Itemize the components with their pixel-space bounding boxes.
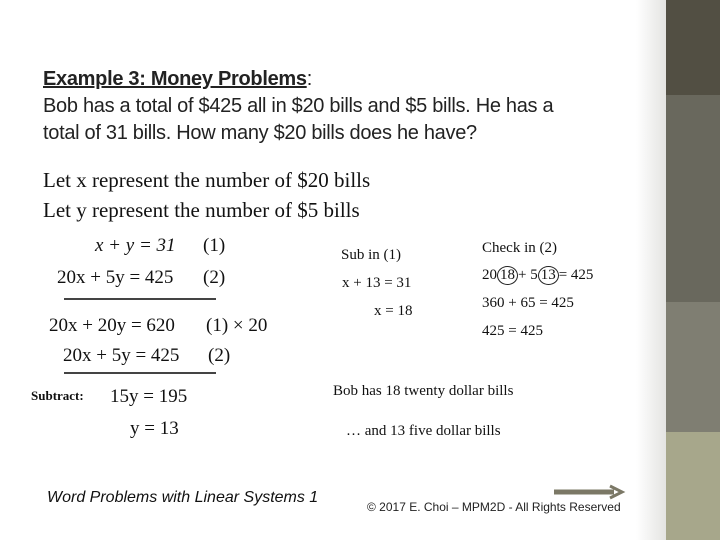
sub-line-2: x = 18 — [374, 303, 413, 319]
check-title: Check in (2) — [482, 240, 557, 256]
sub-line-1: x + 13 = 31 — [342, 275, 412, 291]
check-value-y: 13 — [538, 266, 559, 285]
sidebar-band — [666, 432, 720, 540]
check-line-3: 425 = 425 — [482, 323, 543, 339]
check-line-2: 360 + 65 = 425 — [482, 295, 574, 311]
answer-line-1: Bob has 18 twenty dollar bills — [333, 383, 514, 399]
equation-4-tag: (2) — [208, 345, 231, 366]
sub-title: Sub in (1) — [341, 247, 401, 263]
let-x-definition: Let x represent the number of $20 bills — [43, 168, 371, 192]
sidebar-shadow — [636, 0, 666, 540]
separator-line — [64, 298, 216, 300]
equation-2-tag: (2) — [203, 267, 226, 288]
sidebar-band — [666, 95, 720, 302]
problem-line-1: Bob has a total of $425 all in $20 bills and $5 bills. He has a — [43, 95, 554, 117]
example-heading: Example 3: Money Problems — [43, 68, 307, 90]
equation-1: x + y = 31 — [95, 235, 176, 256]
check-coefficient: 20 — [482, 267, 497, 283]
equation-2: 20x + 5y = 425 — [57, 267, 174, 288]
answer-line-2: … and 13 five dollar bills — [346, 423, 501, 439]
check-value-x: 18 — [497, 266, 518, 285]
sidebar-band — [666, 302, 720, 432]
let-y-definition: Let y represent the number of $5 bills — [43, 198, 360, 222]
equation-3-tag: (1) × 20 — [206, 315, 268, 336]
sidebar-band — [666, 0, 720, 95]
problem-statement — [43, 66, 553, 147]
footer-copyright: © 2017 E. Choi – MPM2D - All Rights Reserved — [367, 500, 621, 514]
next-arrow-icon[interactable] — [552, 484, 628, 500]
check-plus: + 5 — [518, 267, 538, 283]
check-line-1 — [482, 266, 593, 285]
equation-1-tag: (1) — [203, 235, 226, 256]
equation-6: y = 13 — [130, 418, 179, 439]
decorative-sidebar — [666, 0, 720, 540]
equation-4: 20x + 5y = 425 — [63, 345, 180, 366]
equation-3: 20x + 20y = 620 — [49, 315, 175, 336]
separator-line — [64, 372, 216, 374]
equation-5: 15y = 195 — [110, 386, 188, 407]
subtract-label: Subtract: — [31, 388, 84, 403]
problem-line-2: total of 31 bills. How many $20 bills does he have? — [43, 122, 477, 144]
heading-colon: : — [306, 68, 312, 90]
check-result: = 425 — [558, 267, 594, 283]
footer-title: Word Problems with Linear Systems 1 — [47, 489, 319, 506]
